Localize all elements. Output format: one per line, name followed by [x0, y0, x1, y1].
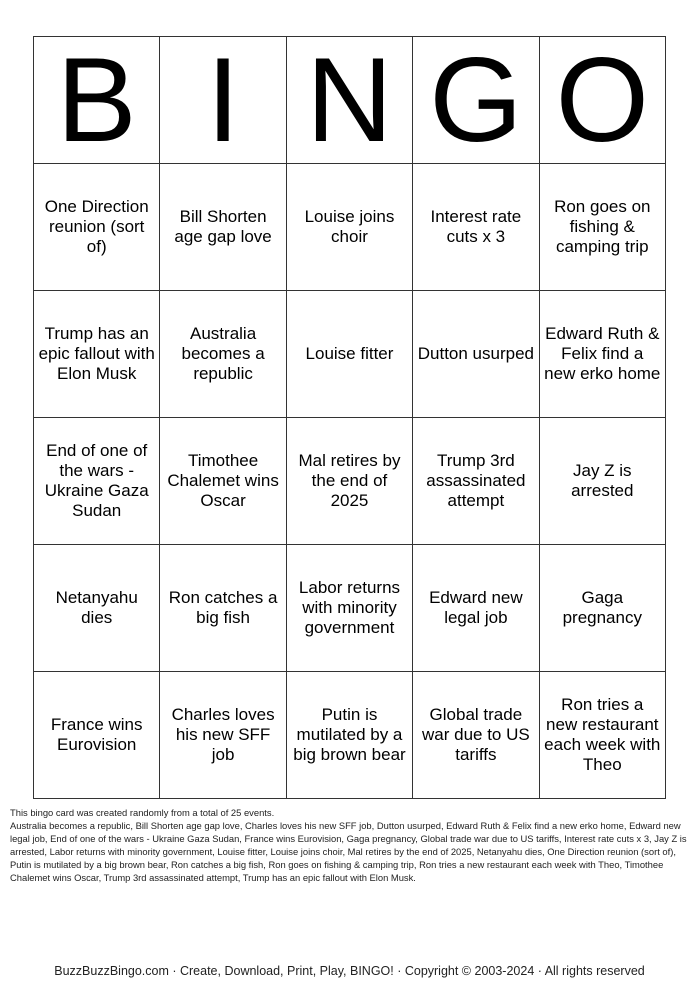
bingo-cell: Labor returns with minority government [286, 545, 412, 672]
bingo-cell: Trump 3rd assassinated attempt [413, 418, 539, 545]
bingo-cell: Mal retires by the end of 2025 [286, 418, 412, 545]
bingo-cell: End of one of the wars - Ukraine Gaza Sudan [34, 418, 160, 545]
bingo-cell: Bill Shorten age gap love [160, 164, 286, 291]
bingo-row-4 [34, 545, 666, 672]
bingo-cell: Timothee Chalemet wins Oscar [160, 418, 286, 545]
bingo-cell: One Direction reunion (sort of) [34, 164, 160, 291]
bingo-cell: Ron goes on fishing & camping trip [539, 164, 665, 291]
bingo-cell: Louise fitter [286, 291, 412, 418]
bingo-cell: Putin is mutilated by a big brown bear [286, 672, 412, 799]
page-footer: BuzzBuzzBingo.com · Create, Download, Print, Play, BINGO! · Copyright © 2003-2024 · All rights reserved [54, 964, 645, 978]
bingo-cell: Gaga pregnancy [539, 545, 665, 672]
letter-o: O [539, 37, 665, 164]
bingo-cell: Jay Z is arrested [539, 418, 665, 545]
bingo-cell: Dutton usurped [413, 291, 539, 418]
bingo-cell: Netanyahu dies [34, 545, 160, 672]
bingo-cell: Global trade war due to US tariffs [413, 672, 539, 799]
bingo-cell: Australia becomes a republic [160, 291, 286, 418]
letter-b: B [34, 37, 160, 164]
bingo-cell: Charles loves his new SFF job [160, 672, 286, 799]
bingo-cell: Trump has an epic fallout with Elon Musk [34, 291, 160, 418]
bingo-row-2 [34, 291, 666, 418]
bingo-cell: France wins Eurovision [34, 672, 160, 799]
bingo-cell: Ron tries a new restaurant each week with Theo [539, 672, 665, 799]
bingo-row-1 [34, 164, 666, 291]
letter-i: I [160, 37, 286, 164]
bingo-header-row [34, 37, 666, 164]
bingo-cell: Louise joins choir [286, 164, 412, 291]
bingo-row-3 [34, 418, 666, 545]
bingo-card [33, 36, 666, 799]
letter-n: N [286, 37, 412, 164]
letter-g: G [413, 37, 539, 164]
bingo-row-5 [34, 672, 666, 799]
card-event-list: Australia becomes a republic, Bill Shorten age gap love, Charles loves his new SFF job, Dutton usurped, Edward Ruth & Felix find a new erko home, Edward new legal job, End of one of the wars - Ukraine Gaza Sudan, France wins Eurovision, Gaga pregnancy, Global trade war due to US tariffs, Interest rate cuts x 3, Jay Z is arrested, Labor returns with minority government, Louise fitter, Louise joins choir, Mal retires by the end of 2025, Netanyahu dies, One Direction reunion (sort of), Putin is mutilated by a big brown bear, Ron catches a big fish, Ron goes on fishing & camping trip, Ron tries a new restaurant each week with Theo, Timothee Chalemet wins Oscar, Trump 3rd assassinated attempt, Trump has an epic fallout with Elon Musk. [10, 820, 687, 883]
bingo-cell: Edward new legal job [413, 545, 539, 672]
card-description [10, 806, 690, 884]
card-description-intro: This bingo card was created randomly from a total of 25 events. [10, 807, 275, 818]
bingo-cell: Ron catches a big fish [160, 545, 286, 672]
bingo-cell: Interest rate cuts x 3 [413, 164, 539, 291]
bingo-cell: Edward Ruth & Felix find a new erko home [539, 291, 665, 418]
